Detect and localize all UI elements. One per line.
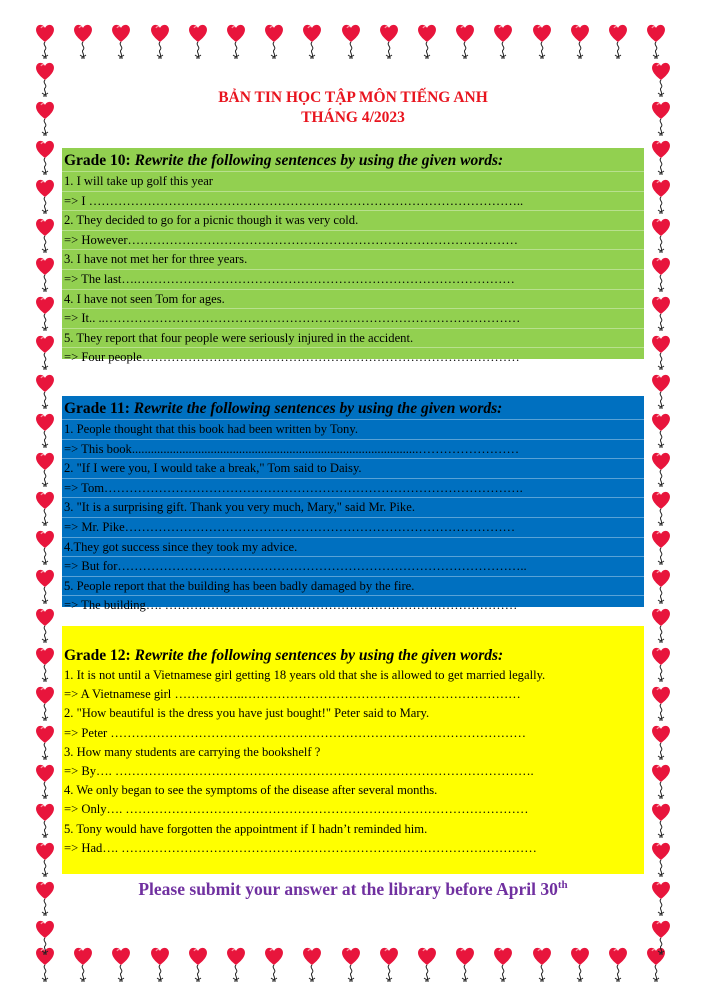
heart-balloon-icon xyxy=(35,567,55,605)
heart-balloon-icon xyxy=(188,945,208,983)
heart-balloon-icon xyxy=(651,918,671,956)
heart-balloon-icon xyxy=(651,411,671,449)
heart-balloon-icon xyxy=(608,22,628,60)
heart-balloon-icon xyxy=(35,372,55,410)
heart-balloon-icon xyxy=(35,723,55,761)
answer-line: => A Vietnamese girl ……………..………………………………………………………… xyxy=(64,687,521,702)
heart-balloon-icon xyxy=(188,22,208,60)
heart-balloon-icon xyxy=(302,945,322,983)
exercise-line: 1. I will take up golf this year xyxy=(62,172,644,192)
newsletter-title: BẢN TIN HỌC TẬP MÔN TIẾNG ANH xyxy=(218,89,488,106)
heart-balloon-icon xyxy=(73,22,93,60)
exercise-line: 3. How many students are carrying the bookshelf ? xyxy=(64,744,321,759)
heart-balloon-icon xyxy=(646,22,666,60)
heart-balloon-icon xyxy=(226,22,246,60)
heart-balloon-icon xyxy=(651,216,671,254)
heart-balloon-icon xyxy=(111,945,131,983)
answer-line: => Only…. …………………………………………………………………………………… xyxy=(64,802,529,817)
heart-balloon-icon xyxy=(35,762,55,800)
heart-balloon-icon xyxy=(651,762,671,800)
answer-line: => However………………………………………………………………………………… xyxy=(62,231,644,251)
newsletter-month: THÁNG 4/2023 xyxy=(301,109,405,126)
exercise-line: 5. They report that four people were seriously injured in the accident. xyxy=(62,329,644,349)
heart-balloon-icon xyxy=(379,945,399,983)
answer-line: => But for…………………………………………………………………………………….. xyxy=(62,557,644,577)
heart-balloon-icon xyxy=(651,801,671,839)
answer-line: => This book...........................................................................................…………………… xyxy=(62,440,644,460)
answer-line: => The building…. ………………………………………………………………………… xyxy=(62,596,644,616)
heart-balloon-icon xyxy=(226,945,246,983)
grade-label: Grade 12: xyxy=(64,647,131,664)
heart-balloon-icon xyxy=(35,333,55,371)
heart-balloon-icon xyxy=(455,945,475,983)
heart-balloon-icon xyxy=(651,333,671,371)
answer-line: => Four people……………………………………………………………………………… xyxy=(62,348,644,368)
heart-balloon-icon xyxy=(651,606,671,644)
heart-balloon-icon xyxy=(532,945,552,983)
heart-balloon-icon xyxy=(35,801,55,839)
exercise-line: 4. I have not seen Tom for ages. xyxy=(62,290,644,310)
heart-balloon-icon xyxy=(493,945,513,983)
heart-balloon-icon xyxy=(35,255,55,293)
heart-balloon-icon xyxy=(651,138,671,176)
submission-text: Please submit your answer at the library before April 30 xyxy=(138,879,558,899)
heart-balloon-icon xyxy=(379,22,399,60)
heart-balloon-icon xyxy=(651,567,671,605)
exercise-line: 2. "How beautiful is the dress you have just bought!" Peter said to Mary. xyxy=(64,706,430,721)
date-suffix: th xyxy=(557,879,568,891)
grade-11-section xyxy=(62,396,644,613)
heart-balloon-icon xyxy=(111,22,131,60)
heart-balloon-icon xyxy=(35,177,55,215)
heart-balloon-icon xyxy=(35,138,55,176)
exercise-line: 3. I have not met her for three years. xyxy=(62,250,644,270)
heart-balloon-icon xyxy=(73,945,93,983)
heart-balloon-icon xyxy=(35,22,55,60)
heart-balloon-icon xyxy=(35,216,55,254)
heart-balloon-icon xyxy=(570,22,590,60)
grade-label: Grade 10: xyxy=(64,152,131,169)
grade-label: Grade 11: xyxy=(64,400,130,417)
heart-balloon-icon xyxy=(417,945,437,983)
exercise-line: 5. People report that the building has been badly damaged by the fire. xyxy=(62,577,644,597)
answer-line: => By…. ………………………………………………………………………………………. xyxy=(64,764,534,779)
section-header xyxy=(62,148,644,172)
heart-balloon-icon xyxy=(35,645,55,683)
instruction-text: Rewrite the following sentences by using the given words: xyxy=(133,400,503,417)
heart-balloon-icon xyxy=(150,22,170,60)
exercise-line: 5. Tony would have forgotten the appointment if I hadn’t reminded him. xyxy=(64,821,428,836)
instruction-text: Rewrite the following sentences by using the given words: xyxy=(134,647,504,664)
exercise-line: 2. "If I were you, I would take a break," Tom said to Daisy. xyxy=(62,459,644,479)
heart-balloon-icon xyxy=(651,450,671,488)
answer-line: => The last….……………………………………………………………………………… xyxy=(62,270,644,290)
heart-balloon-icon xyxy=(532,22,552,60)
heart-balloon-icon xyxy=(651,372,671,410)
exercise-line: 3. "It is a surprising gift. Thank you very much, Mary," said Mr. Pike. xyxy=(62,498,644,518)
heart-balloon-icon xyxy=(35,411,55,449)
heart-balloon-icon xyxy=(35,606,55,644)
submission-note xyxy=(0,873,706,901)
heart-balloon-icon xyxy=(651,528,671,566)
heart-balloon-icon xyxy=(651,645,671,683)
exercise-line: 4. We only began to see the symptoms of the disease after several months. xyxy=(64,783,438,798)
heart-balloon-icon xyxy=(35,684,55,722)
answer-line: => I ………………………………………………………………………………………….. xyxy=(62,192,644,212)
answer-line: => Had…. ……………………………………………………………………………………… xyxy=(64,840,537,855)
heart-balloon-icon xyxy=(570,945,590,983)
answer-line: => Mr. Pike………………………………………………………………………………… xyxy=(62,518,644,538)
heart-balloon-icon xyxy=(150,945,170,983)
instruction-text: Rewrite the following sentences by using the given words: xyxy=(134,152,504,169)
heart-balloon-icon xyxy=(651,177,671,215)
heart-balloon-icon xyxy=(264,945,284,983)
heart-balloon-icon xyxy=(651,294,671,332)
heart-balloon-icon xyxy=(651,723,671,761)
heart-balloon-icon xyxy=(455,22,475,60)
heart-balloon-icon xyxy=(417,22,437,60)
heart-balloon-icon xyxy=(493,22,513,60)
heart-balloon-icon xyxy=(35,528,55,566)
heart-balloon-icon xyxy=(35,918,55,956)
answer-line: => Peter ……………………………………………………………………………………… xyxy=(64,725,526,740)
heart-balloon-icon xyxy=(35,450,55,488)
section-header xyxy=(62,396,644,420)
heart-balloon-icon xyxy=(302,22,322,60)
heart-balloon-icon xyxy=(264,22,284,60)
heart-balloon-icon xyxy=(35,489,55,527)
exercise-line: 1. It is not until a Vietnamese girl getting 18 years old that she is allowed to get married legally. xyxy=(64,668,546,682)
grade-10-section xyxy=(62,148,644,365)
heart-balloon-icon xyxy=(608,945,628,983)
heart-balloon-icon xyxy=(341,22,361,60)
exercise-line: 1. People thought that this book had been written by Tony. xyxy=(62,420,644,440)
exercise-line: 2. They decided to go for a picnic though it was very cold. xyxy=(62,211,644,231)
heart-balloon-icon xyxy=(651,255,671,293)
answer-line: => Tom………………………………………………………………………………………. xyxy=(62,479,644,499)
heart-balloon-icon xyxy=(651,489,671,527)
heart-balloon-icon xyxy=(341,945,361,983)
answer-line: => It.. ..……………………………………………………………………………………… xyxy=(62,309,644,329)
section-header xyxy=(62,626,644,666)
heart-balloon-icon xyxy=(35,294,55,332)
grade-12-section xyxy=(62,626,644,874)
exercise-line: 4.They got success since they took my advice. xyxy=(62,538,644,558)
heart-balloon-icon xyxy=(651,684,671,722)
